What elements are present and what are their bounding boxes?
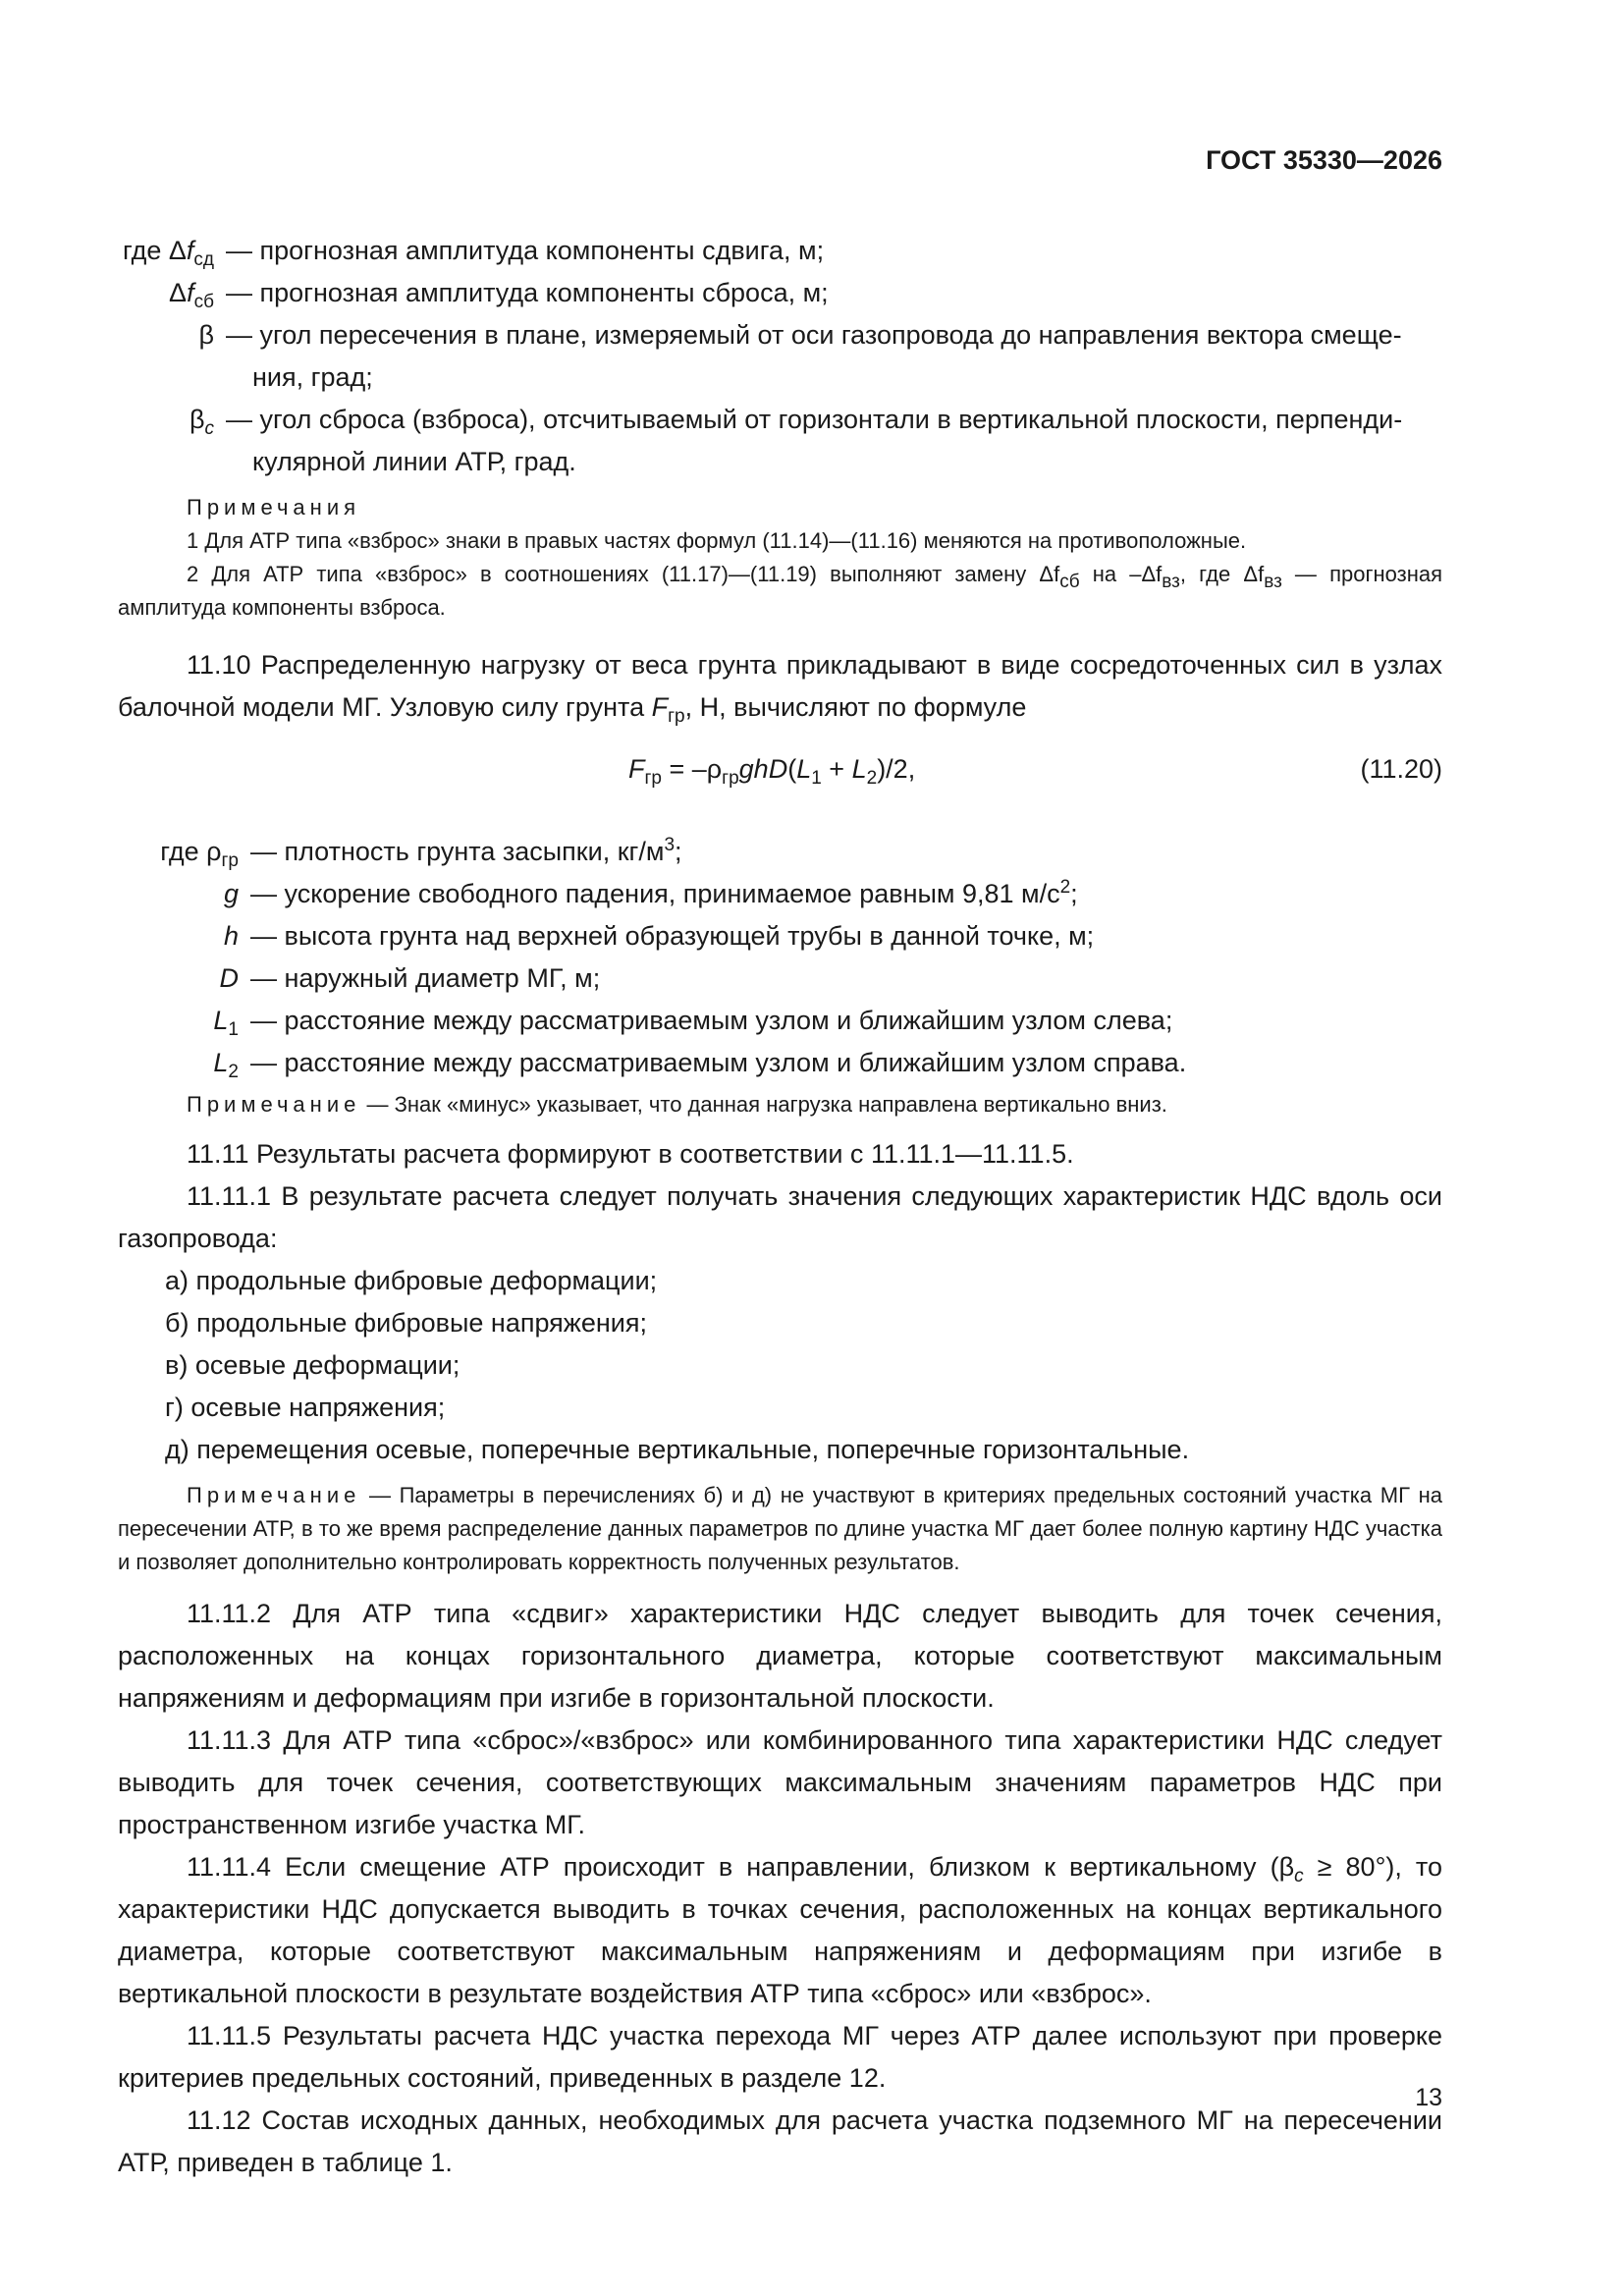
definition-row: [118, 314, 1442, 399]
characteristics-list: [118, 1260, 1442, 1471]
definition-row: [118, 1042, 1442, 1084]
page-content: [118, 230, 1442, 2184]
definition-text: — ускорение свободного падения, принимаемое равным 9,81 $м/с^2$;: [250, 877, 1078, 908]
note-title: Примечание: [187, 1092, 361, 1117]
definition-text: — высота грунта над верхней образующей трубы в данной точке, м;: [250, 921, 1095, 951]
notes-block-1: [118, 491, 1442, 625]
note-title: Примечание: [187, 1483, 361, 1507]
definition-symbol: где $\rho_{гр}$: [160, 837, 239, 871]
definition-symbol: g: [223, 879, 239, 908]
definition-row: [118, 399, 1442, 483]
definition-text: — плотность грунта засыпки, $кг/м^3$;: [250, 835, 682, 866]
notes-title: Примечания: [187, 495, 361, 519]
definitions-list-2: [118, 831, 1442, 1084]
definition-symbol: $L_2$: [213, 1048, 239, 1082]
definition-row: [118, 957, 1442, 1000]
note-text: — Параметры в перечислениях б) и д) не участвуют в критериях предельных состояний участка МГ на пересечении АТР, в то же время распределение данных параметров по длине участка МГ дает более полную картину НДС участка и позволяет дополнительно контролировать корректность полученных результатов.: [118, 1483, 1442, 1574]
paragraph-11-11: 11.11 Результаты расчета формируют в соответствии с 11.11.1—11.11.5.: [187, 1139, 1074, 1169]
definition-text: — наружный диаметр МГ, м;: [250, 963, 601, 993]
standard-header: ГОСТ 35330—2026: [1206, 145, 1442, 175]
list-item: д) перемещения осевые, поперечные вертикальные, поперечные горизонтальные.: [165, 1435, 1190, 1464]
definition-row: [118, 831, 1442, 873]
note-text: — Знак «минус» указывает, что данная нагрузка направлена вертикально вниз.: [360, 1092, 1167, 1117]
definition-symbol: β: [198, 320, 214, 350]
paragraph-11-12: 11.12 Состав исходных данных, необходимых для расчета участка подземного МГ на пересечении АТР, приведен в таблице 1.: [118, 2105, 1442, 2177]
list-item: в) осевые деформации;: [165, 1350, 460, 1380]
definition-row: [118, 873, 1442, 915]
definition-row: [118, 915, 1442, 957]
page-number: 13: [1415, 2084, 1442, 2111]
formula-number: (11.20): [1360, 754, 1442, 784]
formula-expression: $F_{гр} = -\rho_{гр}ghD(L_1 + L_2)/2$,: [628, 754, 916, 789]
paragraph-11-10: 11.10 Распределенную нагрузку от веса грунта прикладывают в виде сосредоточенных сил в узлах балочной модели МГ. Узловую силу грунта $F_{гр}$, Н, вычисляют по формуле: [118, 650, 1442, 727]
definition-text: — угол пересечения в плане, измеряемый от оси газопровода до направления вектора смеще-ния, град;: [226, 320, 1402, 392]
definition-symbol: h: [223, 921, 239, 951]
note-block-2: [118, 1088, 1442, 1121]
definition-text: — угол сброса (взброса), отсчитываемый от горизонтали в вертикальной плоскости, перпенди-кулярной линии АТР, град.: [226, 405, 1403, 476]
definition-row: [118, 272, 1442, 314]
definition-symbol: $L_1$: [213, 1006, 239, 1040]
definition-text: — расстояние между рассматриваемым узлом и ближайшим узлом слева;: [250, 1006, 1173, 1035]
paragraph-11-11-3: 11.11.3 Для АТР типа «сброс»/«взброс» или комбинированного типа характеристики НДС следует выводить для точек сечения, соответствующих максимальным значениям параметров НДС при пространственном изгибе участка МГ.: [118, 1725, 1442, 1839]
note-item: 2 Для АТР типа «взброс» в соотношениях (11.17)—(11.19) выполняют замену $\Delta f_{сб}$ на $-\Delta f_{вз}$, где $\Delta f_{вз}$ — прогнозная амплитуда компоненты взброса.: [118, 562, 1442, 620]
paragraph-11-11-5: 11.11.5 Результаты расчета НДС участка перехода МГ через АТР далее используют при проверке критериев предельных состояний, приведенных в разделе 12.: [118, 2021, 1442, 2093]
definition-row: [118, 230, 1442, 272]
formula-row: [118, 742, 1442, 811]
definition-text: — прогнозная амплитуда компоненты сброса, м;: [226, 278, 829, 307]
note-item: 1 Для АТР типа «взброс» знаки в правых частях формул (11.14)—(11.16) меняются на противоположные.: [187, 528, 1247, 553]
definition-symbol: где $\Delta f_{сд}$: [122, 236, 214, 270]
definition-symbol: $\beta_c$: [189, 405, 214, 439]
list-item: а) продольные фибровые деформации;: [165, 1266, 658, 1295]
list-item: б) продольные фибровые напряжения;: [165, 1308, 647, 1338]
definition-text: — прогнозная амплитуда компоненты сдвига, м;: [226, 236, 825, 265]
paragraph-11-11-1: 11.11.1 В результате расчета следует получать значения следующих характеристик НДС вдоль оси газопровода:: [118, 1181, 1442, 1253]
note-block-3: [118, 1479, 1442, 1579]
definitions-list-1: [118, 230, 1442, 483]
paragraph-11-11-2: 11.11.2 Для АТР типа «сдвиг» характеристики НДС следует выводить для точек сечения, расположенных на концах горизонтального диаметра, которые соответствуют максимальным напряжениям и деформациям при изгибе в горизонтальной плоскости.: [118, 1599, 1442, 1713]
definition-row: [118, 1000, 1442, 1042]
definition-text: — расстояние между рассматриваемым узлом и ближайшим узлом справа.: [250, 1048, 1187, 1077]
definition-symbol: $\Delta f_{сб}$: [169, 278, 214, 312]
definition-symbol: D: [219, 963, 239, 993]
list-item: г) осевые напряжения;: [165, 1393, 446, 1422]
paragraph-11-11-4: 11.11.4 Если смещение АТР происходит в направлении, близком к вертикальному $(\beta_c \ge 80^\circ)$, то характеристики НДС допускается выводить в точках сечения, расположенных на концах вертикального диаметра, которые соответствуют максимальным напряжениям и деформациям при изгибе в вертикальной плоскости в результате воздействия АТР типа «сброс» или «взброс».: [118, 1852, 1442, 2008]
